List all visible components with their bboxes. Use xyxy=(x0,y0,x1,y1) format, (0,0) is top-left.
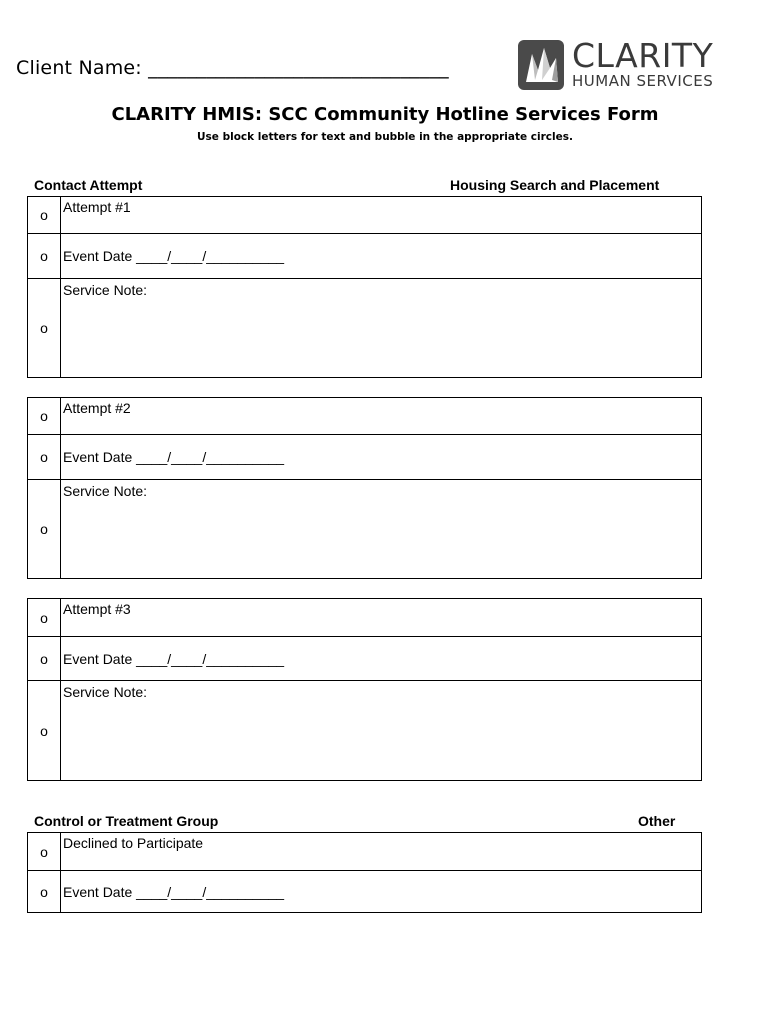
event-date-row xyxy=(28,434,701,479)
attempt-label: Attempt #2 xyxy=(63,400,131,416)
attempt-block-2 xyxy=(27,397,702,579)
event-date-row xyxy=(28,870,701,912)
event-date-field[interactable]: Event Date ____/____/__________ xyxy=(63,248,285,264)
attempt-block-3 xyxy=(27,598,702,781)
declined-label: Declined to Participate xyxy=(63,835,204,851)
declined-row xyxy=(28,833,701,870)
service-note-field[interactable]: Service Note: xyxy=(63,483,148,499)
other-heading: Other xyxy=(638,813,676,829)
logo-wordmark: CLARITY xyxy=(572,36,714,75)
event-date-bubble[interactable]: o xyxy=(28,637,61,680)
attempt-block-1 xyxy=(27,196,702,378)
form-title: CLARITY HMIS: SCC Community Hotline Services Form xyxy=(111,104,659,125)
crystal-logo-icon xyxy=(518,40,564,90)
service-note-field[interactable]: Service Note: xyxy=(63,684,148,700)
attempt-label: Attempt #1 xyxy=(63,199,131,215)
event-date-field[interactable]: Event Date ____/____/__________ xyxy=(63,650,285,667)
service-note-row xyxy=(28,680,701,780)
form-instructions: Use block letters for text and bubble in the appropriate circles. xyxy=(197,131,573,143)
service-note-row xyxy=(28,479,701,578)
declined-bubble[interactable]: o xyxy=(28,833,61,870)
event-date-bubble[interactable]: o xyxy=(28,435,61,479)
attempt-row xyxy=(28,197,701,233)
control-group-block xyxy=(27,832,702,913)
event-date-row xyxy=(28,233,701,278)
service-note-row xyxy=(28,278,701,377)
control-group-heading: Control or Treatment Group xyxy=(34,813,219,829)
contact-attempt-heading: Contact Attempt xyxy=(34,177,143,193)
event-date-field[interactable]: Event Date ____/____/__________ xyxy=(63,449,285,465)
attempt-row xyxy=(28,398,701,434)
event-date-bubble[interactable]: o xyxy=(28,234,61,278)
attempt-row xyxy=(28,599,701,636)
event-date-field[interactable]: Event Date ____/____/__________ xyxy=(63,883,285,900)
attempt-bubble[interactable]: o xyxy=(28,599,61,636)
client-name-field[interactable]: Client Name: _______________________________ xyxy=(16,57,449,79)
service-note-bubble[interactable]: o xyxy=(28,681,61,780)
logo-subtitle: HUMAN SERVICES xyxy=(572,72,714,90)
clarity-logo xyxy=(518,38,718,94)
housing-search-heading: Housing Search and Placement xyxy=(450,177,660,193)
attempt-bubble[interactable]: o xyxy=(28,398,61,434)
service-note-field[interactable]: Service Note: xyxy=(63,282,148,298)
service-note-bubble[interactable]: o xyxy=(28,279,61,377)
event-date-row xyxy=(28,636,701,680)
attempt-label: Attempt #3 xyxy=(63,601,131,617)
attempt-bubble[interactable]: o xyxy=(28,197,61,233)
event-date-bubble[interactable]: o xyxy=(28,871,61,912)
service-note-bubble[interactable]: o xyxy=(28,480,61,578)
